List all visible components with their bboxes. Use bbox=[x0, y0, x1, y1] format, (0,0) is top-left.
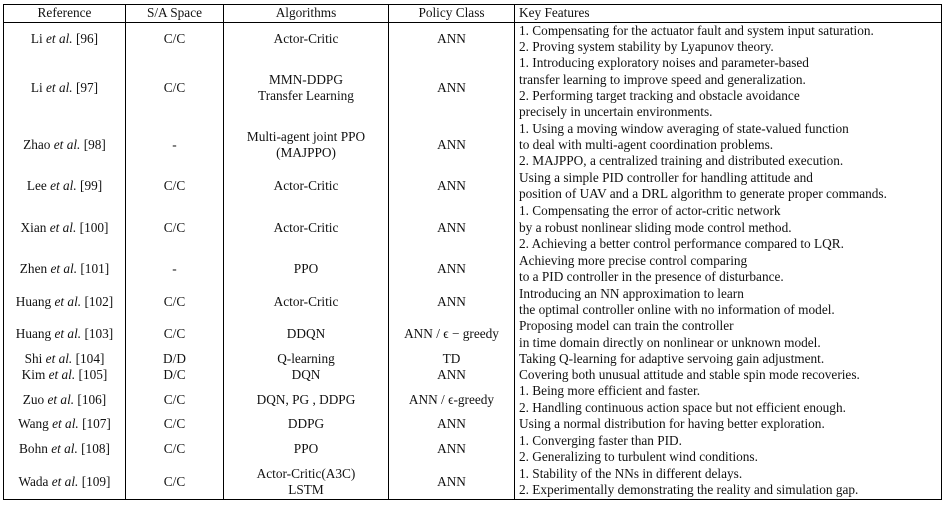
feature-line: to a PID controller in the presence of disturbance. bbox=[519, 269, 784, 285]
reference-cell bbox=[4, 465, 126, 499]
sa-space-value: C/C bbox=[163, 31, 186, 47]
reference-cell bbox=[4, 55, 126, 120]
sa-space-value: - bbox=[172, 137, 177, 153]
reference-author: Zhao bbox=[23, 137, 51, 153]
policy-class-value: ANN / ϵ-greedy bbox=[408, 391, 495, 407]
key-features-cell bbox=[515, 416, 942, 433]
reference-author: Zhen bbox=[19, 261, 48, 277]
feature-line: position of UAV and a DRL algorithm to generate proper commands. bbox=[519, 186, 887, 202]
key-features-cell bbox=[515, 351, 942, 367]
key-features-cell bbox=[515, 318, 942, 351]
key-features-cell bbox=[515, 55, 942, 120]
reference-author: Wada bbox=[18, 473, 49, 489]
sa-space-value: D/D bbox=[163, 351, 186, 367]
sa-space-value: C/C bbox=[163, 440, 186, 456]
algorithms-cell bbox=[224, 203, 389, 253]
reference-etal: et al. bbox=[54, 326, 82, 342]
key-features-cell bbox=[515, 203, 942, 253]
feature-line: to deal with multi-agent coordination problems. bbox=[519, 137, 774, 153]
table-row bbox=[4, 318, 942, 351]
algorithm-line: Actor-Critic bbox=[273, 178, 339, 194]
sa-space-value: C/C bbox=[163, 293, 186, 309]
reference-author: Kim bbox=[21, 367, 46, 383]
feature-line: by a robust nonlinear sliding mode control method. bbox=[519, 219, 792, 235]
sa-space-cell bbox=[126, 253, 224, 286]
reference-etal: et al. bbox=[46, 31, 73, 47]
feature-line: in time domain directly on nonlinear or unknown model. bbox=[519, 334, 821, 350]
policy-class-cell bbox=[389, 23, 515, 56]
reference-etal: et al. bbox=[50, 261, 78, 277]
algorithms-cell bbox=[224, 170, 389, 202]
sa-space-cell bbox=[126, 55, 224, 120]
reference-citation: [100] bbox=[79, 219, 109, 235]
algorithms-cell bbox=[224, 286, 389, 318]
feature-line: 2. MAJPPO, a centralized training and distributed execution. bbox=[519, 153, 844, 169]
feature-line: 2. Achieving a better control performance compared to LQR. bbox=[519, 235, 844, 251]
algorithms-cell bbox=[224, 120, 389, 170]
policy-class-cell bbox=[389, 433, 515, 465]
feature-line: Taking Q-learning for adaptive servoing gain adjustment. bbox=[519, 351, 825, 367]
algorithms-cell bbox=[224, 318, 389, 351]
sa-space-cell bbox=[126, 318, 224, 351]
sa-space-cell bbox=[126, 120, 224, 170]
policy-class-cell bbox=[389, 383, 515, 415]
feature-line: 2. Performing target tracking and obstacle avoidance bbox=[519, 87, 800, 103]
table-row bbox=[4, 55, 942, 120]
algorithm-line: Actor-Critic bbox=[273, 219, 339, 235]
reference-cell bbox=[4, 318, 126, 351]
policy-class-value: TD bbox=[442, 351, 461, 367]
feature-line: 2. Generalizing to turbulent wind conditions. bbox=[519, 449, 758, 465]
sa-space-value: C/C bbox=[163, 326, 186, 342]
sa-space-cell bbox=[126, 367, 224, 383]
policy-class-cell bbox=[389, 170, 515, 202]
reference-citation: [108] bbox=[81, 440, 110, 456]
reference-citation: [103] bbox=[84, 326, 114, 342]
reference-author: Shi bbox=[24, 351, 43, 367]
algorithm-line: DDPG bbox=[287, 416, 325, 432]
reference-citation: [106] bbox=[77, 391, 107, 407]
reference-citation: [109] bbox=[81, 473, 111, 489]
key-features-cell bbox=[515, 120, 942, 170]
algorithms-cell bbox=[224, 465, 389, 499]
reference-citation: [105] bbox=[78, 367, 108, 383]
feature-line: Achieving more precise control comparing bbox=[519, 252, 748, 268]
table-row bbox=[4, 203, 942, 253]
table-row bbox=[4, 433, 942, 465]
policy-class-cell bbox=[389, 367, 515, 383]
sa-space-cell bbox=[126, 465, 224, 499]
feature-line: Introducing an NN approximation to learn bbox=[519, 285, 744, 301]
algorithm-line: DDQN bbox=[286, 326, 326, 342]
policy-class-value: ANN / ϵ − greedy bbox=[404, 326, 499, 342]
table-body bbox=[4, 23, 942, 500]
algorithm-line: Actor-Critic(A3C) bbox=[256, 465, 356, 481]
table-row bbox=[4, 351, 942, 367]
reference-citation: [96] bbox=[75, 31, 99, 47]
reference-etal: et al. bbox=[48, 367, 76, 383]
algorithms-cell bbox=[224, 351, 389, 367]
sa-space-cell bbox=[126, 170, 224, 202]
reference-cell bbox=[4, 170, 126, 202]
policy-class-value: ANN bbox=[437, 416, 466, 432]
sa-space-value: D/C bbox=[163, 367, 186, 383]
policy-class-value: ANN bbox=[437, 137, 466, 153]
sa-space-cell bbox=[126, 433, 224, 465]
reference-citation: [99] bbox=[80, 178, 103, 194]
header-policy-class: Policy Class bbox=[389, 5, 515, 23]
feature-line: Proposing model can train the controller bbox=[519, 318, 734, 334]
policy-class-cell bbox=[389, 416, 515, 433]
reference-author: Zuo bbox=[22, 391, 45, 407]
feature-line: 1. Converging faster than PID. bbox=[519, 432, 682, 448]
feature-line: the optimal controller online with no information of model. bbox=[519, 301, 835, 317]
key-features-cell bbox=[515, 383, 942, 415]
reference-author: Lee bbox=[26, 178, 47, 194]
feature-line: 1. Using a moving window averaging of state-valued function bbox=[519, 120, 849, 136]
feature-line: 1. Introducing exploratory noises and parameter-based bbox=[519, 55, 809, 71]
reference-citation: [97] bbox=[75, 79, 99, 95]
table-row bbox=[4, 253, 942, 286]
sa-space-cell bbox=[126, 383, 224, 415]
algorithm-line: Q-learning bbox=[277, 351, 335, 367]
algorithm-line: DQN, PG , DDPG bbox=[256, 391, 356, 407]
reference-author: Li bbox=[30, 31, 43, 47]
policy-class-cell bbox=[389, 253, 515, 286]
policy-class-value: ANN bbox=[437, 473, 466, 489]
algorithms-cell bbox=[224, 383, 389, 415]
sa-space-cell bbox=[126, 23, 224, 56]
reference-etal: et al. bbox=[52, 416, 79, 432]
sa-space-value: C/C bbox=[163, 219, 186, 235]
reference-author: Wang bbox=[18, 416, 49, 432]
feature-line: 1. Compensating for the actuator fault and system input saturation. bbox=[519, 23, 874, 38]
sa-space-value: C/C bbox=[163, 391, 186, 407]
reference-etal: et al. bbox=[50, 178, 77, 194]
reference-author: Huang bbox=[15, 293, 52, 309]
reference-cell bbox=[4, 286, 126, 318]
algorithms-cell bbox=[224, 253, 389, 286]
algorithms-cell bbox=[224, 433, 389, 465]
policy-class-value: ANN bbox=[437, 219, 466, 235]
algorithms-cell bbox=[224, 55, 389, 120]
key-features-cell bbox=[515, 170, 942, 202]
key-features-cell bbox=[515, 253, 942, 286]
sa-space-cell bbox=[126, 286, 224, 318]
feature-line: 2. Handling continuous action space but not efficient enough. bbox=[519, 399, 846, 415]
table-row bbox=[4, 170, 942, 202]
table-row bbox=[4, 383, 942, 415]
algorithms-cell bbox=[224, 416, 389, 433]
sa-space-cell bbox=[126, 203, 224, 253]
policy-class-cell bbox=[389, 351, 515, 367]
policy-class-cell bbox=[389, 286, 515, 318]
feature-line: Covering both unusual attitude and stable spin mode recoveries. bbox=[519, 367, 860, 383]
policy-class-value: ANN bbox=[437, 178, 466, 194]
policy-class-value: ANN bbox=[437, 440, 466, 456]
algorithms-cell bbox=[224, 367, 389, 383]
reference-citation: [104] bbox=[75, 351, 105, 367]
table-row bbox=[4, 286, 942, 318]
table-row bbox=[4, 23, 942, 56]
feature-line: transfer learning to improve speed and generalization. bbox=[519, 71, 806, 87]
reference-author: Li bbox=[30, 79, 43, 95]
feature-line: precisely in uncertain environments. bbox=[519, 104, 713, 120]
algorithm-line: PPO bbox=[293, 261, 319, 277]
reference-cell bbox=[4, 433, 126, 465]
algorithm-line: PPO bbox=[293, 440, 319, 456]
algorithm-line: Transfer Learning bbox=[258, 87, 354, 103]
key-features-cell bbox=[515, 433, 942, 465]
feature-line: 2. Proving system stability by Lyapunov theory. bbox=[519, 39, 774, 55]
feature-line: Using a simple PID controller for handling attitude and bbox=[519, 170, 813, 186]
reference-etal: et al. bbox=[51, 440, 78, 456]
reference-cell bbox=[4, 23, 126, 56]
sa-space-value: - bbox=[172, 261, 177, 277]
sa-space-cell bbox=[126, 416, 224, 433]
feature-line: 1. Being more efficient and faster. bbox=[519, 383, 701, 399]
reference-cell bbox=[4, 383, 126, 415]
sa-space-value: C/C bbox=[163, 473, 186, 489]
feature-line: 2. Experimentally demonstrating the reality and simulation gap. bbox=[519, 482, 859, 497]
header-sa-space: S/A Space bbox=[126, 5, 224, 23]
reference-cell bbox=[4, 416, 126, 433]
table-row bbox=[4, 416, 942, 433]
reference-citation: [101] bbox=[80, 261, 110, 277]
comparison-table bbox=[3, 4, 942, 500]
feature-line: 1. Stability of the NNs in different delays. bbox=[519, 465, 743, 481]
policy-class-cell bbox=[389, 120, 515, 170]
algorithm-line: (MAJPPO) bbox=[276, 145, 336, 161]
policy-class-value: ANN bbox=[437, 31, 466, 47]
table-row bbox=[4, 120, 942, 170]
reference-etal: et al. bbox=[46, 79, 73, 95]
key-features-cell bbox=[515, 367, 942, 383]
reference-cell bbox=[4, 120, 126, 170]
header-row bbox=[4, 5, 942, 23]
policy-class-value: ANN bbox=[437, 367, 466, 383]
reference-author: Huang bbox=[15, 326, 52, 342]
policy-class-cell bbox=[389, 318, 515, 351]
reference-etal: et al. bbox=[54, 293, 82, 309]
reference-citation: [98] bbox=[83, 137, 106, 153]
key-features-cell bbox=[515, 23, 942, 56]
table-row bbox=[4, 465, 942, 499]
policy-class-cell bbox=[389, 465, 515, 499]
algorithm-line: Actor-Critic bbox=[273, 31, 339, 47]
reference-author: Bohn bbox=[19, 440, 48, 456]
feature-line: Using a normal distribution for having better exploration. bbox=[519, 416, 825, 432]
sa-space-cell bbox=[126, 351, 224, 367]
sa-space-value: C/C bbox=[163, 79, 186, 95]
header-algorithms: Algorithms bbox=[224, 5, 389, 23]
table-row bbox=[4, 367, 942, 383]
header-reference: Reference bbox=[4, 5, 126, 23]
reference-etal: et al. bbox=[51, 473, 79, 489]
algorithm-line: DQN bbox=[291, 367, 321, 383]
policy-class-cell bbox=[389, 55, 515, 120]
reference-cell bbox=[4, 253, 126, 286]
algorithm-line: Actor-Critic bbox=[273, 293, 339, 309]
header-key-features: Key Features bbox=[515, 5, 942, 23]
sa-space-value: C/C bbox=[163, 416, 186, 432]
policy-class-value: ANN bbox=[437, 293, 466, 309]
reference-citation: [102] bbox=[84, 293, 114, 309]
policy-class-cell bbox=[389, 203, 515, 253]
algorithm-line: MMN-DDPG bbox=[269, 71, 343, 87]
reference-cell bbox=[4, 203, 126, 253]
reference-author: Xian bbox=[20, 219, 47, 235]
reference-citation: [107] bbox=[82, 416, 111, 432]
reference-cell bbox=[4, 367, 126, 383]
key-features-cell bbox=[515, 465, 942, 499]
policy-class-value: ANN bbox=[437, 261, 466, 277]
policy-class-value: ANN bbox=[437, 79, 466, 95]
reference-etal: et al. bbox=[47, 391, 75, 407]
algorithm-line: Multi-agent joint PPO bbox=[246, 129, 366, 145]
sa-space-value: C/C bbox=[163, 178, 186, 194]
algorithms-cell bbox=[224, 23, 389, 56]
feature-line: 1. Compensating the error of actor-critic network bbox=[519, 203, 781, 219]
key-features-cell bbox=[515, 286, 942, 318]
algorithm-line: LSTM bbox=[288, 482, 324, 497]
reference-etal: et al. bbox=[53, 137, 81, 153]
reference-etal: et al. bbox=[45, 351, 73, 367]
reference-cell bbox=[4, 351, 126, 367]
reference-etal: et al. bbox=[49, 219, 77, 235]
